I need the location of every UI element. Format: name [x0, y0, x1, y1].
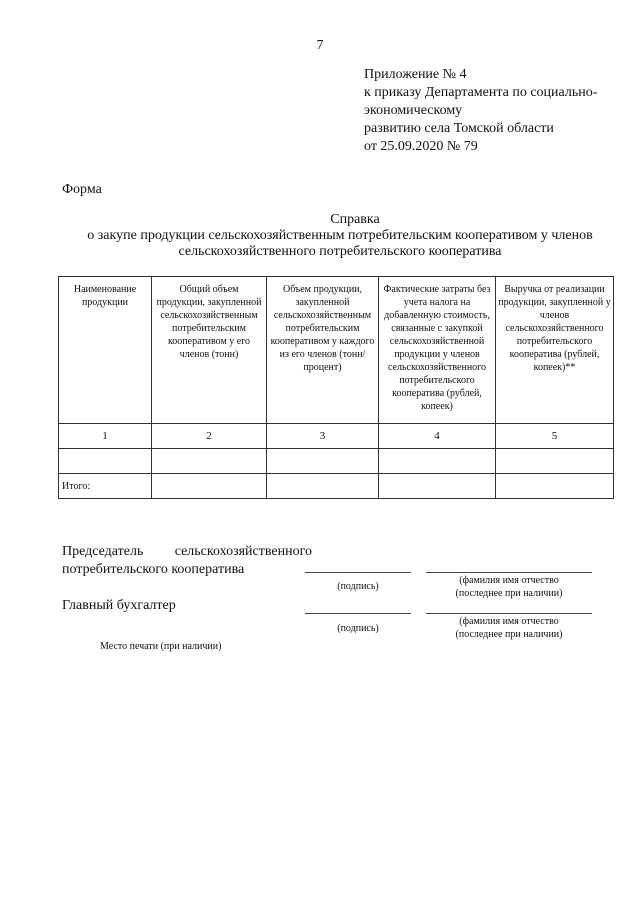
chair-title-line: потребительского кооператива — [62, 562, 245, 577]
appendix-line: к приказу Департамента по социально- — [364, 85, 598, 100]
chief-accountant-label: Главный бухгалтер — [62, 598, 176, 613]
chair-name-caption — [426, 574, 592, 600]
chair-name-line — [426, 572, 592, 573]
chair-title-word: сельскохозяйственного — [174, 544, 312, 559]
table-cell — [267, 474, 379, 499]
name-caption-line: (фамилия имя отчество — [459, 575, 559, 586]
table-cell — [379, 449, 496, 474]
page-number: 7 — [316, 38, 324, 53]
title-line: Справка — [330, 212, 380, 227]
column-header: Общий объем продукции, закупленной сельскохозяйственным потребительским кооперативом у его членов (тонн) — [152, 277, 267, 424]
total-row — [59, 474, 614, 499]
column-header: Фактические затраты без учета налога на добавленную стоимость, связанные с закупкой сельскохозяйственной продукции у членов сельскохозяйственного потребительского кооператива (рублей, копеек) — [379, 277, 496, 424]
chair-title-word: Председатель — [62, 544, 144, 559]
appendix-line: от 25.09.2020 № 79 — [364, 139, 478, 154]
column-header: Объем продукции, закупленной сельскохозяйственным потребительским кооперативом у каждого из его членов (тонн/процент) — [267, 277, 379, 424]
table-cell — [496, 474, 614, 499]
accountant-name-line — [426, 613, 592, 614]
table-cell — [152, 449, 267, 474]
column-number-row — [59, 424, 614, 449]
title-line: сельскохозяйственного потребительского кооператива — [178, 244, 502, 259]
table-cell — [267, 449, 379, 474]
column-number: 3 — [267, 424, 379, 449]
column-header: Выручка от реализации продукции, закупленной у членов сельскохозяйственного потребительского кооператива (рублей, копеек)** — [496, 277, 614, 424]
column-number: 5 — [496, 424, 614, 449]
total-label: Итого: — [59, 474, 152, 499]
table-cell — [59, 449, 152, 474]
appendix-header — [364, 66, 624, 156]
stamp-place-label: Место печати (при наличии) — [100, 641, 222, 652]
chair-signature-caption: (подпись) — [337, 581, 379, 592]
column-number: 1 — [59, 424, 152, 449]
table-cell — [152, 474, 267, 499]
column-header: Наименование продукции — [59, 277, 152, 424]
accountant-signature-caption: (подпись) — [337, 623, 379, 634]
form-label: Форма — [62, 182, 102, 197]
table-row — [59, 449, 614, 474]
chair-signature-label — [62, 543, 312, 579]
name-caption-line: (последнее при наличии) — [455, 588, 563, 599]
table-cell — [379, 474, 496, 499]
table-cell — [496, 449, 614, 474]
appendix-line: экономическому — [364, 103, 463, 118]
column-number: 4 — [379, 424, 496, 449]
title-line: о закупе продукции сельскохозяйственным потребительским кооперативом у членов — [87, 228, 593, 243]
name-caption-line: (последнее при наличии) — [455, 629, 563, 640]
table-header-row — [59, 277, 614, 424]
accountant-name-caption — [426, 615, 592, 641]
name-caption-line: (фамилия имя отчество — [459, 616, 559, 627]
column-number: 2 — [152, 424, 267, 449]
document-title — [40, 212, 640, 260]
chair-signature-line — [305, 572, 411, 573]
appendix-line: развитию села Томской области — [364, 121, 554, 136]
appendix-line: Приложение № 4 — [364, 67, 467, 82]
accountant-signature-line — [305, 613, 411, 614]
report-table — [58, 276, 614, 499]
